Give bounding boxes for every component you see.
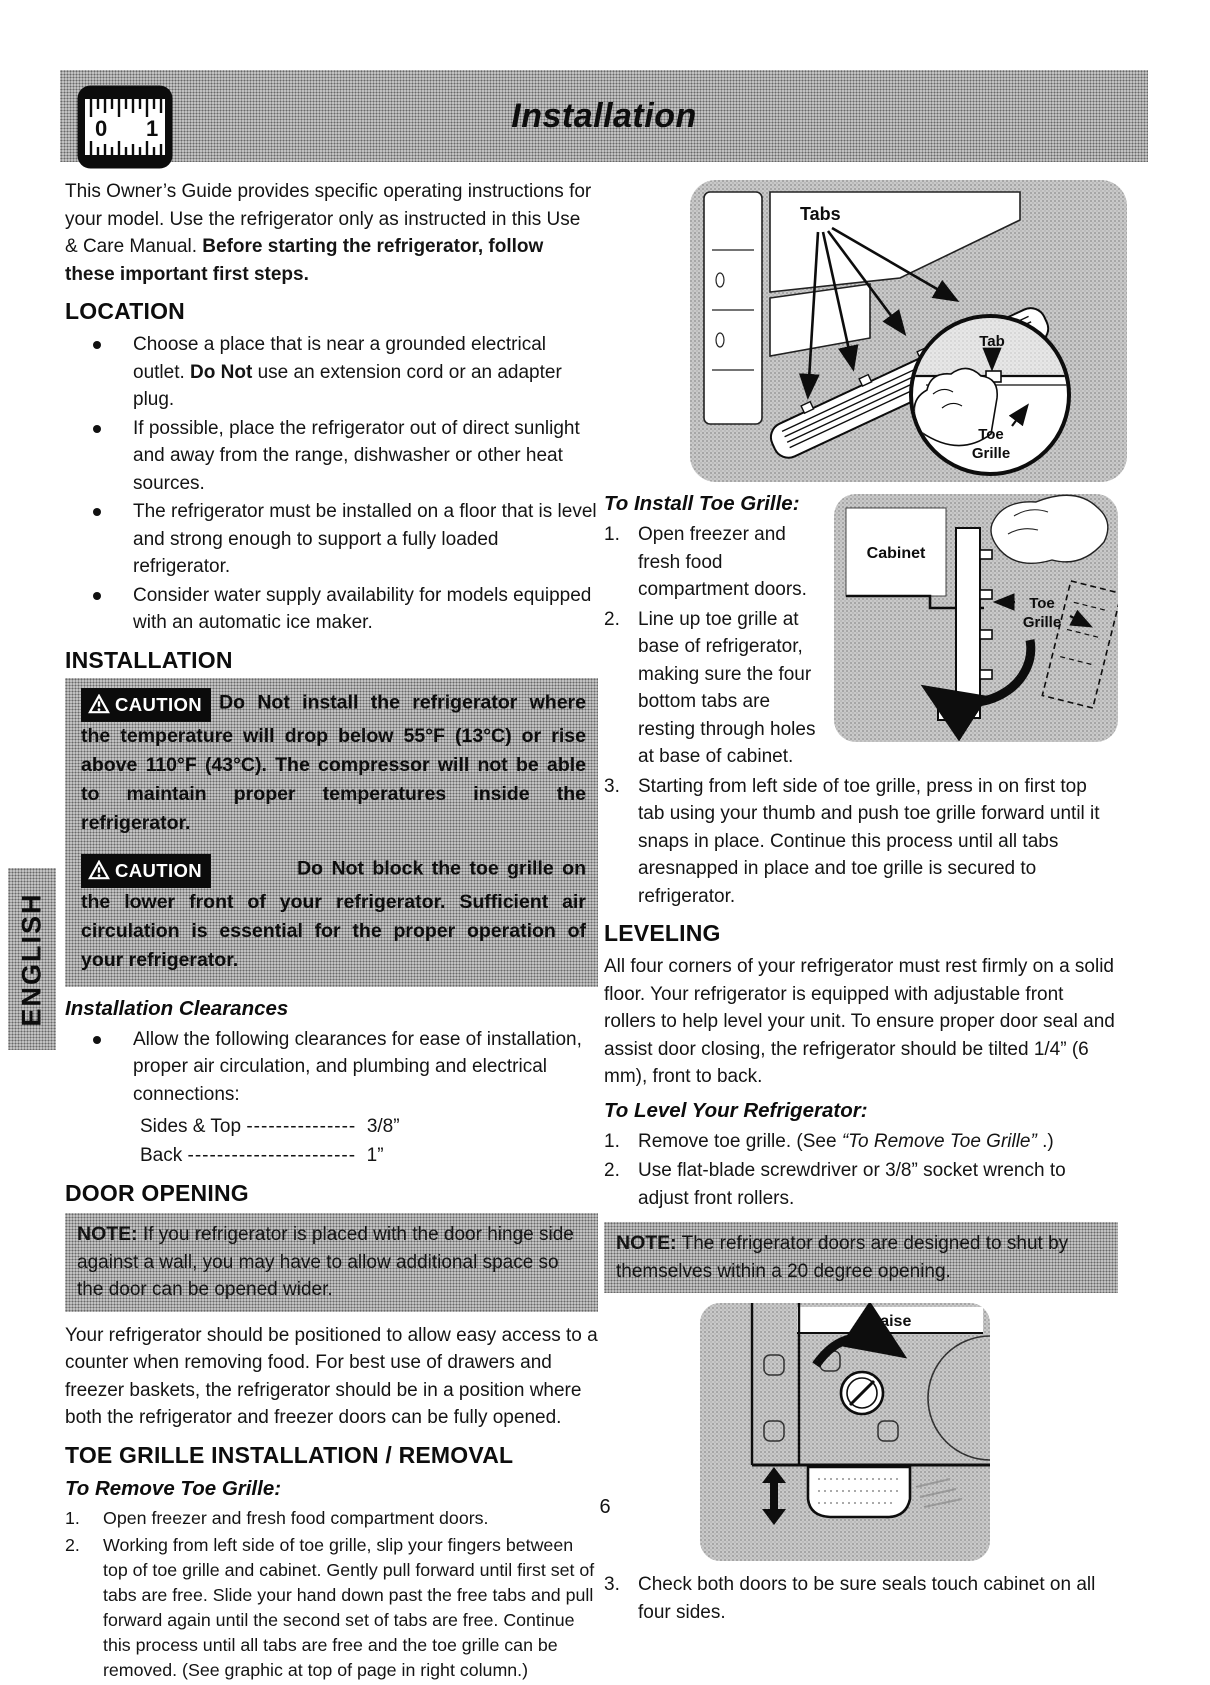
step-text: Line up toe grille at base of refrigerator, making sure the four bottom tabs are resting through holes at base of cabinet. xyxy=(638,608,816,767)
toe-grille-heading: TOE GRILLE INSTALLATION / REMOVAL xyxy=(65,1441,514,1468)
bullet-text: The refrigerator must be installed on a floor that is level and strong enough to support a fully loaded refrigerator. xyxy=(133,501,597,577)
positioning-paragraph: Your refrigerator should be positioned to allow easy access to a counter when removing food. For best use of drawers and freezer baskets, the refrigerator should be in a position where both the refrigerator and freezer doors can be fully opened. xyxy=(65,1324,598,1428)
caution-badge xyxy=(81,688,211,722)
bullet-text: Consider water supply availability for models equipped with an automatic ice maker. xyxy=(133,584,592,633)
toe-grille-label-line2: Grille xyxy=(1022,614,1062,631)
level-refrigerator-heading: To Level Your Refrigerator: xyxy=(604,1098,868,1122)
installation-heading: INSTALLATION xyxy=(65,646,233,673)
hand-drawing xyxy=(991,495,1108,563)
step-text: .) xyxy=(1036,1130,1054,1152)
bullet-text: use an extension cord or an adapter plug. xyxy=(133,361,562,410)
clearance-dashes: ----------------------- xyxy=(187,1145,357,1166)
note-label: NOTE: xyxy=(77,1223,138,1245)
caution-paragraph xyxy=(81,688,586,838)
tabs-label: Tabs xyxy=(800,204,841,224)
clearance-dashes: --------------- xyxy=(246,1116,357,1137)
clearance-label: Back xyxy=(140,1145,183,1166)
step-number: 2. xyxy=(65,1534,80,1555)
clearance-row xyxy=(65,1141,598,1170)
list-item xyxy=(65,582,598,637)
toe-grille-install-figure xyxy=(834,494,1118,742)
right-column xyxy=(604,178,1118,1628)
step-text: Starting from left side of toe grille, press in on first top tab using your thumb and push toe grille forward until it snaps in place. Continue this process until all tabs aresnapped in place and toe grille is secured to refrigerator. xyxy=(638,775,1100,907)
caution-text: Do Not install the refrigerator where the temperature will drop below 55°F (13°C) or rise above 110°F (43°C). The compressor will not be able to maintain proper temperatures inside the refrigerator. xyxy=(81,691,586,834)
raise-label: Raise xyxy=(868,1313,912,1330)
leveling-roller-figure xyxy=(700,1303,990,1561)
step-number: 3. xyxy=(604,775,620,797)
step-text: Use flat-blade screwdriver or 3/8” socket wrench to adjust front rollers. xyxy=(638,1160,1066,1209)
bullet-dot xyxy=(93,1036,101,1044)
caution-box xyxy=(65,678,598,987)
left-column xyxy=(65,178,598,1685)
toe-grille-tabs-figure xyxy=(690,180,1127,482)
location-heading: LOCATION xyxy=(65,298,185,324)
note-box xyxy=(604,1222,1118,1293)
intro-paragraph xyxy=(65,178,598,288)
caution-badge xyxy=(81,854,211,888)
numbered-step xyxy=(604,773,1118,911)
list-item xyxy=(65,331,598,414)
step-text: Check both doors to be sure seals touch cabinet on all four sides. xyxy=(638,1574,1096,1623)
numbered-step xyxy=(604,1571,1118,1626)
clearance-value: 1” xyxy=(366,1145,384,1166)
clearance-label: Sides & Top xyxy=(140,1116,242,1137)
cabinet-label: Cabinet xyxy=(866,545,926,562)
caution-triangle-icon xyxy=(88,860,110,880)
ruler-one-label: 1 xyxy=(146,116,159,141)
language-tab-english xyxy=(8,868,56,1050)
list-item xyxy=(65,498,598,581)
bullet-dot xyxy=(93,508,101,516)
caution-badge-label: CAUTION xyxy=(115,859,203,881)
adjustment-screw xyxy=(841,1372,883,1414)
caution-paragraph xyxy=(81,854,586,975)
step-number: 3. xyxy=(604,1574,620,1595)
step-number: 1. xyxy=(65,1507,80,1528)
ruler-icon xyxy=(76,84,174,170)
page-number: 6 xyxy=(599,1496,611,1518)
caution-triangle-icon xyxy=(88,694,110,714)
clearance-row xyxy=(65,1112,598,1141)
step-italic-reference: “To Remove Toe Grille” xyxy=(841,1130,1037,1152)
step-number: 1. xyxy=(604,524,620,545)
page-title: Installation xyxy=(511,96,697,135)
door-opening-heading: DOOR OPENING xyxy=(65,1180,249,1206)
leveling-heading: LEVELING xyxy=(604,920,721,946)
step-number: 1. xyxy=(604,1130,620,1152)
toe-grille-label-line1: Toe xyxy=(1029,595,1055,612)
toe-grille-inset-label-line1: Toe xyxy=(978,426,1004,443)
step-text: Working from left side of toe grille, slip your fingers between top of toe grille and cabinet. Gently pull forward until first set of tabs are free. Slide your hand down past the free tabs and pull forward again until the second set of tabs are free. Continue this process until all tabs are free and the toe grille can be removed. (See graphic at top of page in right column.) xyxy=(103,1534,595,1680)
bullet-text: Allow the following clearances for ease of installation, proper air circulation, and plumbing and electrical connections: xyxy=(133,1028,582,1105)
tab-label: Tab xyxy=(979,333,1005,350)
step-text: Remove toe grille. (See xyxy=(638,1130,842,1152)
step-text: Open freezer and fresh food compartment doors. xyxy=(103,1507,489,1528)
bullet-dot xyxy=(93,592,101,600)
header-banner xyxy=(60,70,1148,162)
note-text: The refrigerator doors are designed to shut by themselves within a 20 degree opening. xyxy=(616,1233,1069,1282)
remove-toe-grille-heading: To Remove Toe Grille: xyxy=(65,1476,282,1500)
bullet-dot xyxy=(93,425,101,433)
list-item xyxy=(65,1026,598,1109)
bullet-dot xyxy=(93,341,101,349)
step-number: 2. xyxy=(604,1160,620,1181)
bullet-text: If possible, place the refrigerator out of direct sunlight and away from the range, dishwasher or other heat sources. xyxy=(133,417,580,494)
toe-grille-inset-label-line2: Grille xyxy=(971,445,1011,462)
note-label: NOTE: xyxy=(616,1232,677,1254)
ruler-zero-label: 0 xyxy=(95,116,108,141)
bullet-text: Choose a place that is near a grounded electrical outlet. xyxy=(133,334,546,383)
clearances-bullet-list xyxy=(65,1026,598,1109)
clearances-heading: Installation Clearances xyxy=(65,996,289,1020)
clearance-value: 3/8” xyxy=(366,1116,400,1137)
numbered-step xyxy=(604,1128,1118,1156)
language-tab-label: ENGLISH xyxy=(16,891,47,1027)
note-text: If you refrigerator is placed with the door hinge side against a wall, you may have to allow additional space so the door can be opened wider. xyxy=(77,1224,574,1300)
location-bullet-list xyxy=(65,331,598,637)
caution-badge-label: CAUTION xyxy=(115,693,203,715)
caution-text: Do Not block the toe grille on the lower front of your refrigerator. Sufficient air circulation is essential for the proper operation of your refrigerator. xyxy=(81,857,586,971)
step-text: Open freezer and fresh food compartment doors. xyxy=(638,524,807,600)
install-toe-grille-heading: To Install Toe Grille: xyxy=(604,492,800,515)
install-toe-grille-section xyxy=(604,492,1118,910)
leveling-paragraph: All four corners of your refrigerator must rest firmly on a solid floor. Your refrigerator is equipped with adjustable front rollers to help level your unit. To ensure proper door seal and assist door closing, the refrigerator should be tilted 1/4” (6 mm), front to back. xyxy=(604,956,1115,1087)
intro-normal-text: This Owner’s Guide provides specific operating instructions for your model. Use the refrigerator only as instructed in this Use & Care Manual. xyxy=(65,181,592,257)
intro-bold-text: Before starting the refrigerator, follow these important first steps. xyxy=(65,236,544,285)
list-item xyxy=(65,415,598,498)
step-number: 2. xyxy=(604,608,620,630)
numbered-step xyxy=(604,1157,1118,1212)
note-box xyxy=(65,1213,598,1312)
bullet-bold-text: Do Not xyxy=(190,361,253,383)
numbered-step xyxy=(65,1533,598,1683)
